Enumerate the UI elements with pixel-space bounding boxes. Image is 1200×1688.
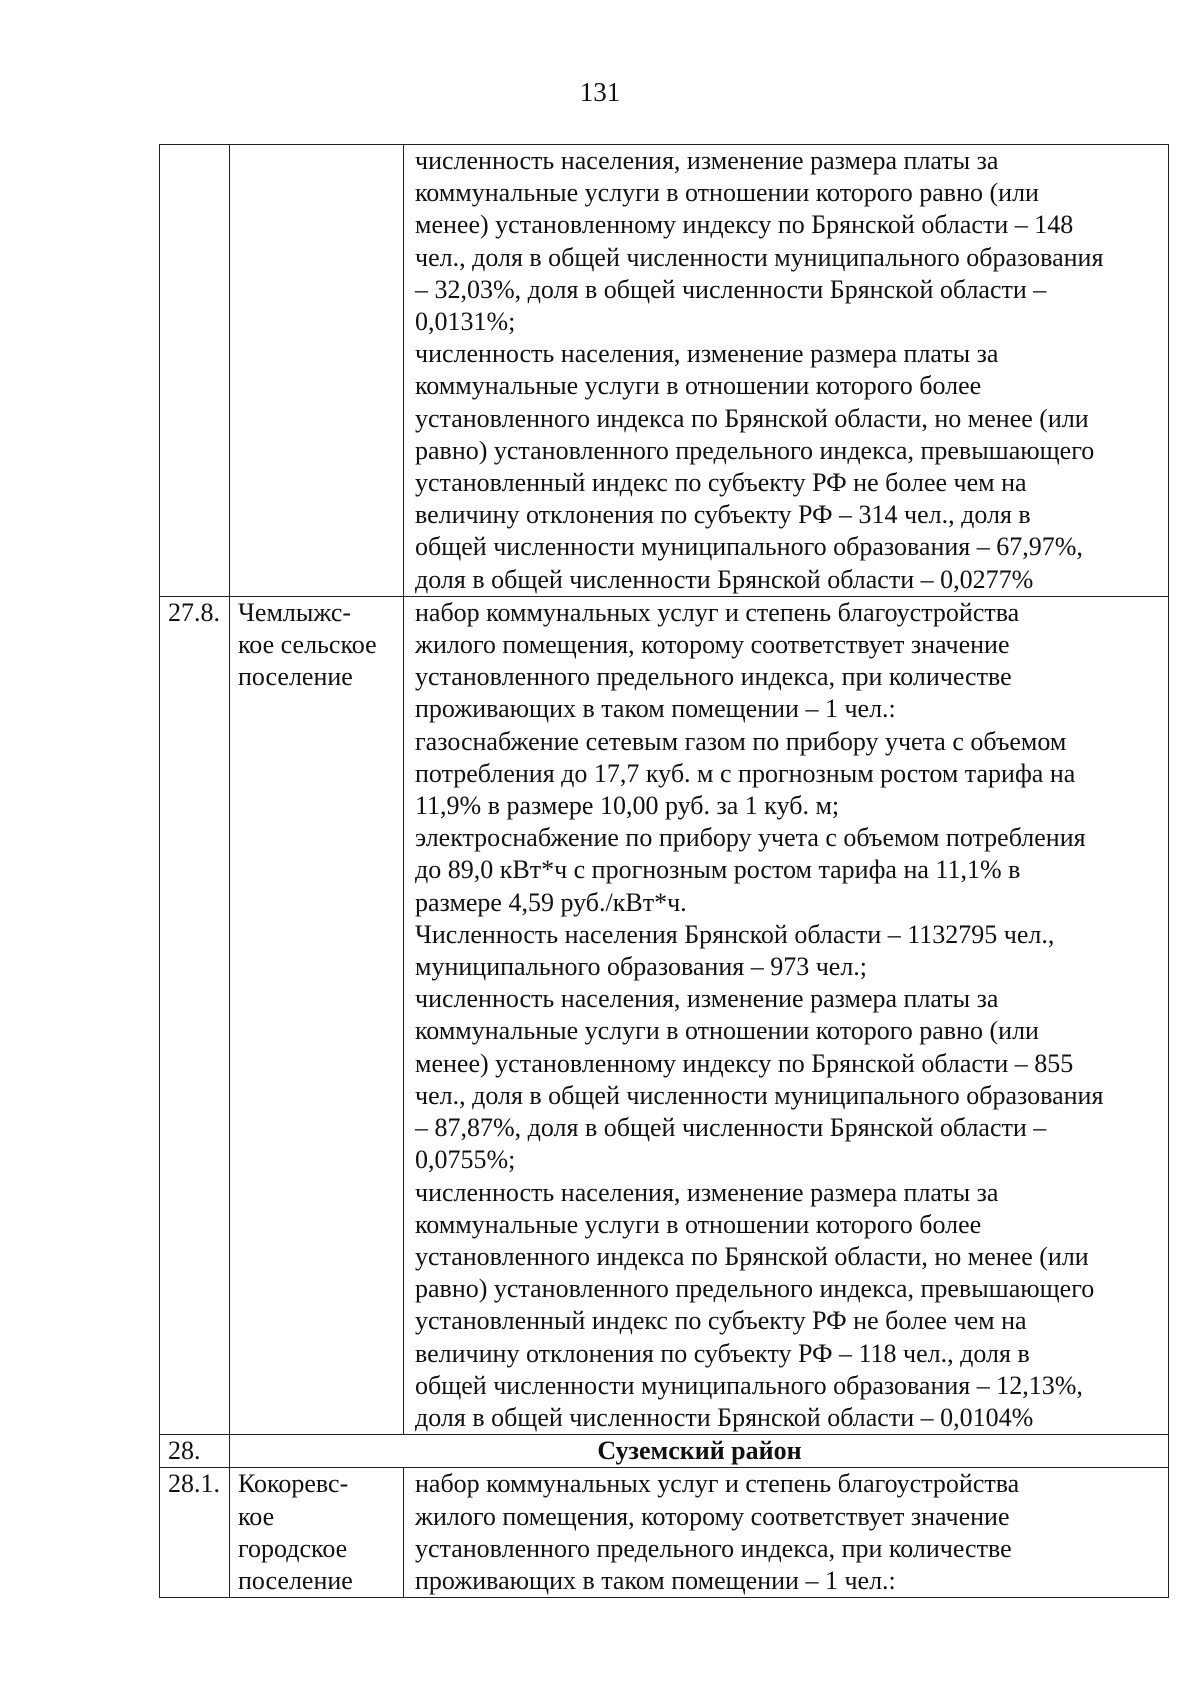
text-line: электроснабжение по прибору учета с объемом потребления (415, 823, 1086, 853)
text-line: газоснабжение сетевым газом по прибору учета с объемом (415, 726, 1067, 756)
text-line: набор коммунальных услуг и степень благоустройства (415, 597, 1020, 627)
text-line: численность населения, изменение размера платы за (415, 984, 999, 1014)
row-number-cell: 28. (160, 1435, 230, 1468)
settlement-name-line: городское (238, 1533, 348, 1563)
text-line: коммунальные услуги в отношении которого более (415, 1209, 982, 1239)
page-number: 131 (579, 77, 621, 107)
text-line: до 89,0 кВт*ч с прогнозным ростом тарифа на 11,1% в (415, 855, 1021, 885)
text-line: проживающих в таком помещении – 1 чел.: (415, 1565, 896, 1595)
text-line: установленного индекса по Брянской области, но менее (или (415, 403, 1089, 433)
description-paragraph (415, 983, 1164, 1176)
row-number-cell (160, 145, 230, 597)
settlement-name-line: поселение (238, 1565, 353, 1595)
description-paragraph (415, 338, 1164, 596)
text-line: муниципального образования – 973 чел.; (415, 952, 868, 982)
settlement-name-line: Чемлыжс- (238, 597, 352, 627)
text-line: потребления до 17,7 куб. м с прогнозным ростом тарифа на (415, 758, 1076, 788)
table-body (160, 145, 1169, 1598)
text-line: менее) установленному индексу по Брянской области – 855 (415, 1048, 1074, 1078)
text-line: установленный индекс по субъекту РФ не более чем на (415, 1306, 1027, 1336)
text-line: численность населения, изменение размера платы за (415, 146, 999, 175)
text-line: общей численности муниципального образования – 12,13%, (415, 1370, 1083, 1400)
text-line: коммунальные услуги в отношении которого равно (или (415, 1016, 1039, 1046)
settlement-name-line: Кокоревс- (238, 1469, 349, 1499)
settlement-name-line: кое (238, 1501, 275, 1531)
description-paragraph (415, 1468, 1164, 1597)
district-heading-row (160, 1435, 1169, 1468)
text-line: равно) установленного предельного индекса, превышающего (415, 1274, 1095, 1304)
description-cell (404, 145, 1169, 597)
text-line: Численность населения Брянской области – 1132795 чел., (415, 919, 1055, 949)
text-line: чел., доля в общей численности муниципального образования (415, 1080, 1104, 1110)
description-paragraph (415, 597, 1164, 726)
text-line: размере 4,59 руб./кВт*ч. (415, 887, 687, 917)
table-row (160, 596, 1169, 1434)
text-line: набор коммунальных услуг и степень благоустройства (415, 1469, 1020, 1499)
description-paragraph (415, 1177, 1164, 1435)
text-line: жилого помещения, которому соответствует значение (415, 630, 1010, 660)
text-line: – 87,87%, доля в общей численности Брянской области – (415, 1113, 1047, 1143)
settlement-name-cell (230, 1468, 404, 1598)
text-line: менее) установленному индексу по Брянской области – 148 (415, 210, 1074, 240)
text-line: 11,9% в размере 10,00 руб. за 1 куб. м; (415, 791, 840, 821)
district-heading: Суземский район (230, 1435, 1169, 1468)
text-line: доля в общей численности Брянской области – 0,0277% (415, 564, 1034, 594)
settlement-name-cell (230, 596, 404, 1434)
text-line: – 32,03%, доля в общей численности Брянской области – (415, 274, 1047, 304)
text-line: 0,0131%; (415, 307, 516, 337)
row-number-cell: 28.1. (160, 1468, 230, 1598)
text-line: установленного индекса по Брянской области, но менее (или (415, 1241, 1089, 1271)
table-row (160, 145, 1169, 597)
text-line: численность населения, изменение размера платы за (415, 1177, 999, 1207)
text-line: установленный индекс по субъекту РФ не более чем на (415, 468, 1027, 498)
text-line: величину отклонения по субъекту РФ – 118 чел., доля в (415, 1338, 1030, 1368)
text-line: доля в общей численности Брянской области – 0,0104% (415, 1402, 1034, 1432)
description-cell (404, 596, 1169, 1434)
text-line: 0,0755%; (415, 1145, 516, 1175)
description-cell (404, 1468, 1169, 1598)
text-line: проживающих в таком помещении – 1 чел.: (415, 694, 896, 724)
description-paragraph (415, 822, 1164, 919)
settlement-name-line: кое сельское (238, 630, 377, 660)
text-line: коммунальные услуги в отношении которого более (415, 371, 982, 401)
text-line: коммунальные услуги в отношении которого равно (или (415, 178, 1039, 208)
text-line: установленного предельного индекса, при количестве (415, 662, 1012, 692)
description-paragraph (415, 919, 1164, 983)
text-line: общей численности муниципального образования – 67,97%, (415, 532, 1083, 562)
text-line: численность населения, изменение размера платы за (415, 339, 999, 369)
text-line: жилого помещения, которому соответствует значение (415, 1501, 1010, 1531)
text-line: равно) установленного предельного индекса, превышающего (415, 435, 1095, 465)
text-line: чел., доля в общей численности муниципального образования (415, 242, 1104, 272)
settlement-name-cell (230, 145, 404, 597)
row-number-cell: 27.8. (160, 596, 230, 1434)
table-row (160, 1468, 1169, 1598)
description-paragraph (415, 145, 1164, 338)
text-line: величину отклонения по субъекту РФ – 314 чел., доля в (415, 500, 1031, 530)
settlement-name-line: поселение (238, 662, 353, 692)
description-paragraph (415, 726, 1164, 823)
settlement-index-table (159, 144, 1169, 1598)
text-line: установленного предельного индекса, при количестве (415, 1533, 1012, 1563)
